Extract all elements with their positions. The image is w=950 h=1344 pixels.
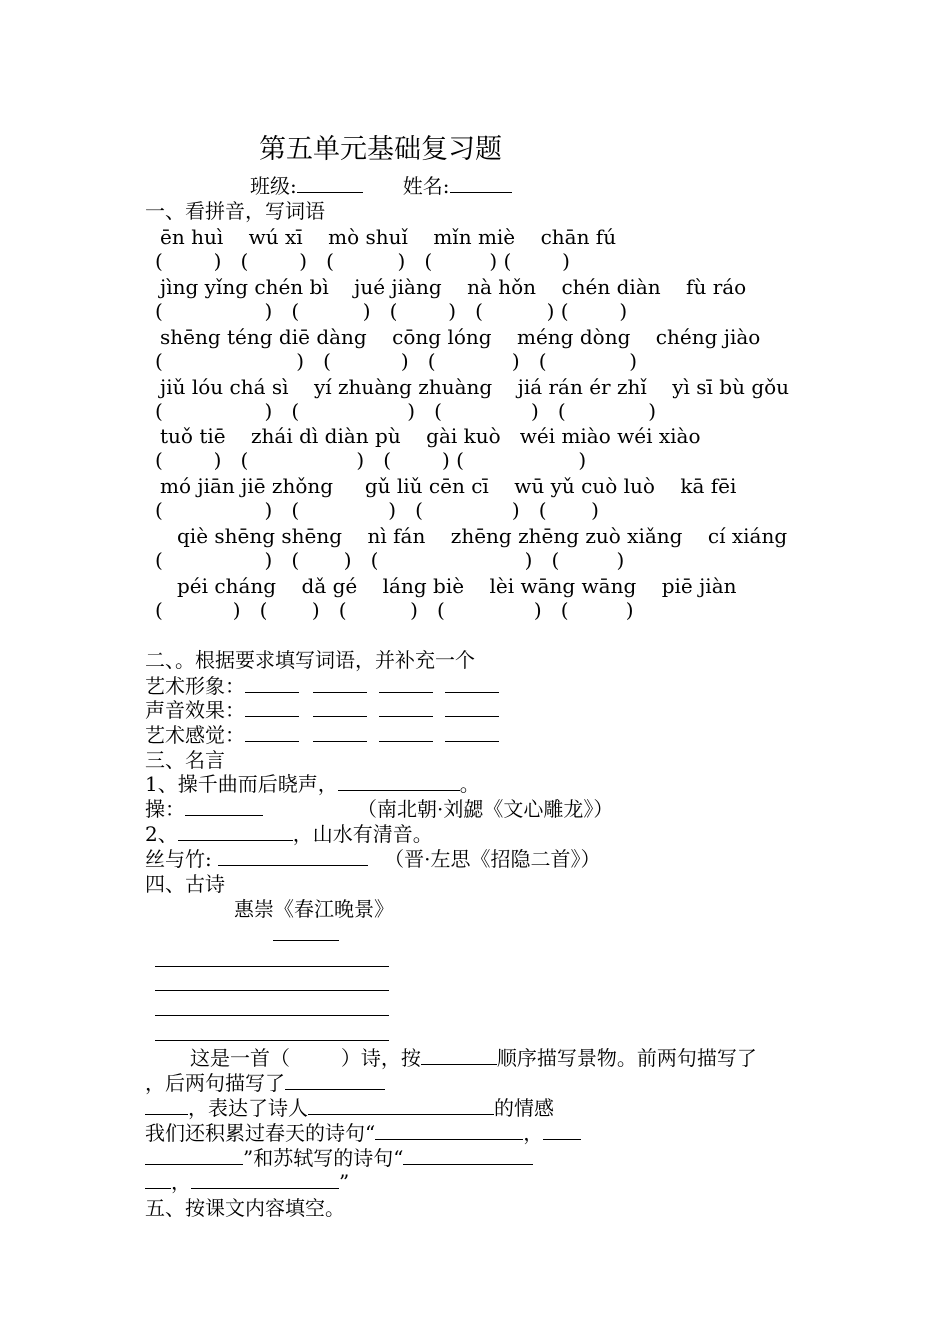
explain-label: 丝与竹: [145, 847, 219, 871]
blank[interactable] [403, 1146, 533, 1165]
question-text: 的情感 [494, 1096, 554, 1120]
question-text: 我们还积累过春天的诗句“ [145, 1121, 376, 1145]
question-text: 顺序描写景物。前两句描写了 [496, 1046, 757, 1070]
blank[interactable] [379, 723, 433, 742]
section-1-heading: 一、看拼音，写词语 [145, 199, 325, 223]
quote-source: （南北朝·刘勰《文心雕龙》） [357, 797, 614, 821]
blank[interactable] [185, 797, 263, 816]
blank[interactable] [313, 674, 367, 693]
quote-1 [145, 772, 480, 796]
blank[interactable] [145, 1096, 188, 1115]
fill-row-label: 艺术感觉： [145, 723, 245, 747]
section-3-heading: 三、名言 [145, 748, 225, 772]
blank[interactable] [308, 1096, 494, 1115]
quote-1-explain [145, 797, 613, 821]
blank[interactable] [245, 674, 299, 693]
fill-row [145, 723, 499, 747]
blank[interactable] [338, 772, 460, 791]
pinyin-row: jiǔ lóu chá sì yí zhuàng zhuàng jiá rán ér zhǐ yì sī bù gǒu [160, 375, 790, 399]
blank[interactable] [191, 1170, 339, 1189]
question-text: ，表达了诗人 [188, 1096, 308, 1120]
poem-line-blank[interactable] [155, 966, 389, 967]
blank[interactable] [285, 1071, 385, 1090]
answer-parens-row[interactable]: ( ) ( ) ( ) ( ) [155, 349, 638, 373]
quote-number: 2、 [145, 822, 178, 846]
quote-source: （晋·左思《招隐二首》） [384, 847, 601, 871]
page-title: 第五单元基础复习题 [259, 134, 502, 165]
spring-poem-line-3 [145, 1170, 349, 1194]
spring-poem-line-2 [145, 1146, 533, 1170]
blank[interactable] [245, 723, 299, 742]
answer-parens-row[interactable]: ( ) ( ) ( ) ( ) [155, 548, 625, 572]
class-name-row [250, 174, 512, 198]
answer-parens-row[interactable]: ( ) ( ) ( ) ( ) ( ) [155, 299, 628, 323]
close-quote: ” [339, 1170, 350, 1194]
blank[interactable] [543, 1121, 581, 1140]
pinyin-row: jìng yǐng chén bì jué jiàng nà hǒn chén diàn fù ráo [160, 275, 747, 299]
question-text: 这是一首（ ）诗，按 [190, 1046, 421, 1070]
name-blank[interactable] [450, 174, 512, 193]
fill-row-label: 声音效果： [145, 698, 245, 722]
blank[interactable] [379, 674, 433, 693]
section-2-heading: 二、。根据要求填写词语，并补充一个 [145, 648, 475, 672]
fill-row [145, 674, 499, 698]
answer-parens-row[interactable]: ( ) ( ) ( ) ( ) ( ) [155, 249, 570, 273]
poem-line-blank[interactable] [155, 1015, 389, 1016]
class-blank[interactable] [297, 174, 363, 193]
blank[interactable] [421, 1046, 497, 1065]
quote-text: ，山水有清音。 [292, 822, 433, 846]
blank[interactable] [245, 698, 299, 717]
section-4-heading: 四、古诗 [145, 872, 225, 896]
name-label: 姓名: [402, 174, 450, 198]
question-text: ，后两句描写了 [145, 1071, 285, 1095]
quote-text: 1、操千曲而后晓声， [145, 772, 338, 796]
quote-2 [145, 822, 433, 846]
blank[interactable] [379, 698, 433, 717]
blank[interactable] [145, 1146, 243, 1165]
blank[interactable] [218, 847, 368, 866]
blank[interactable] [313, 698, 367, 717]
poem-title: 惠崇《春江晚景》 [234, 897, 394, 921]
blank[interactable] [313, 723, 367, 742]
blank[interactable] [445, 723, 499, 742]
section-5-heading: 五、按课文内容填空。 [145, 1196, 345, 1220]
explain-label: 操： [145, 797, 185, 821]
blank[interactable] [375, 1121, 523, 1140]
poem-question-line-1 [190, 1046, 757, 1070]
blank[interactable] [145, 1170, 171, 1189]
blank[interactable] [178, 822, 293, 841]
poem-line-blank[interactable] [155, 990, 389, 991]
answer-parens-row[interactable]: ( ) ( ) ( ) ( ) [155, 399, 657, 423]
comma: ， [523, 1121, 544, 1145]
pinyin-row: ēn huì wú xī mò shuǐ mǐn miè chān fú [160, 225, 617, 249]
answer-parens-row[interactable]: ( ) ( ) ( ) ( ) [155, 448, 587, 472]
class-label: 班级: [250, 174, 297, 198]
question-text: ”和苏轼写的诗句“ [243, 1146, 404, 1170]
spring-poem-line-1 [145, 1121, 581, 1145]
answer-parens-row[interactable]: ( ) ( ) ( ) ( ) ( ) [155, 598, 634, 622]
pinyin-row: qiè shēng shēng nì fán zhēng zhēng zuò xiǎng cí xiáng [177, 524, 788, 548]
poem-line-blank[interactable] [155, 1040, 389, 1041]
fill-row [145, 698, 499, 722]
blank[interactable] [445, 698, 499, 717]
pinyin-row: mó jiān jiē zhǒng gǔ liǔ cēn cī wū yǔ cuò luò kā fēi [160, 474, 737, 498]
pinyin-row: péi cháng dǎ gé láng biè lèi wāng wāng piē jiàn [177, 574, 737, 598]
answer-parens-row[interactable]: ( ) ( ) ( ) ( ) [155, 498, 599, 522]
comma: ， [171, 1170, 191, 1194]
quote-end: 。 [459, 772, 480, 796]
quote-2-explain [145, 847, 600, 871]
poem-question-line-2 [145, 1071, 385, 1095]
pinyin-row: tuǒ tiē zhái dì diàn pù gài kuò wéi miào wéi xiào [160, 424, 701, 448]
author-blank[interactable] [273, 940, 339, 941]
pinyin-row: shēng téng diē dàng cōng lóng méng dòng chéng jiào [160, 325, 761, 349]
blank[interactable] [445, 674, 499, 693]
poem-question-line-3 [145, 1096, 554, 1120]
fill-row-label: 艺术形象： [145, 674, 245, 698]
